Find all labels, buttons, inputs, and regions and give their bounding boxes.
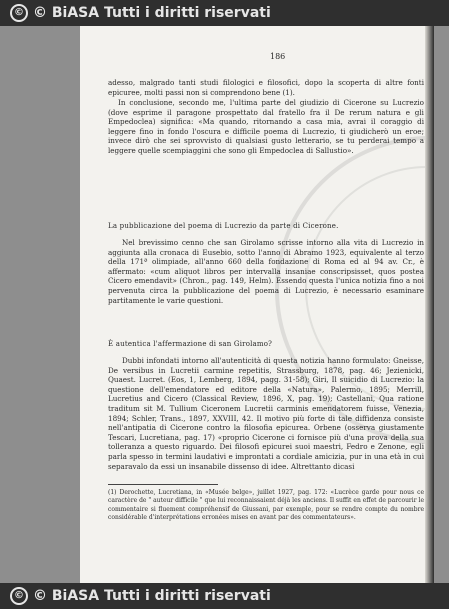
section-heading-1: La pubblicazione del poema di Lucrezio da parte di Cicerone. <box>108 222 339 230</box>
page-number: 186 <box>270 52 286 61</box>
copyright-icon: © <box>10 587 28 605</box>
page-gutter <box>425 26 434 583</box>
footnote: (1) Derochette, Lucretiana, in «Musée belge», juillet 1927, pag. 172: «Lucrèce garde pour nous ce caractère de " auteur difficile " que lui reconnaissaient déjà les anciens. Il suffit en effet de parcourir le commentaire si fluement compréhensif de Giussani, par exemple, pour se rendre compte du nombre considérable d'interprétations erronées mises en avant par des commentateurs». <box>108 489 424 522</box>
section-heading-2: È autentica l'affermazione di san Girolamo? <box>108 340 273 348</box>
watermark-band-top <box>0 0 449 26</box>
copyright-icon: © <box>10 4 28 22</box>
paragraph-4: Dubbi infondati intorno all'autenticità di questa notizia hanno formulato: Gneisse, De versibus in Lucretii carmine repetitis, Strassburg, 1878, pag. 46; Jezienicki, Quaest. Lucret. (Eos, 1, Lemberg, 1894, pagg. 31-58); Giri, Il suicidio di Lucrezio: la questione dell'emendatore ed editore della «Natura», Palermo, 1895; Merrill, Lucretius and Cicero (Classical Review, 1896, X, pag. 19); Castellani, Qua ratione traditum sit M. Tullium Ciceronem Lucretii carminis emendatorem fuisse, Venezia, 1894; Schler, Trans., 1897, XXVIII, 42. Il motivo più forte di tale diffidenza consiste nell'antipatia di Cicerone contro la filosofia epicurea. Orbene (osserva giustamente Tescari, Lucretiana, pag. 17) «proprio Cicerone ci fornisce più d'una prova della sua tolleranza a questo riguardo. Dei filosofi epicurei suoi maestri, Fedro e Zenone, egli parla spesso in termini laudativi e improntati a cordiale amicizia, pur in una età in cui separavalo da essi un insanabile dissenso di idee. Altrettanto dicasi <box>108 356 424 471</box>
paragraph-1: adesso, malgrado tanti studi filologici e filosofici, dopo la scoperta di altre fonti epicuree, molti passi non si comprendono bene (1). <box>108 78 424 97</box>
watermark-text: © BiASA Tutti i diritti riservati <box>33 588 271 604</box>
watermark-band-bottom <box>0 583 449 609</box>
paragraph-3: Nel brevissimo cenno che san Girolamo scrisse intorno alla vita di Lucrezio in aggiunta alla cronaca di Eusebio, sotto l'anno di Abramo 1923, equivalente al terzo della 171ª olimpiade, all'anno 660 della fondazione di Roma ed al 94 av. Cr., è affermato: «cum aliquot libros per intervalla insaniae conscripsisset, quos postea Cicero emendavit» (Chron., pag. 149, Helm). Essendo questa l'unica notizia fino a noi pervenuta circa la pubblicazione del poema di Lucrezio, è necessario esaminare partitamente le varie questioni. <box>108 238 424 305</box>
paragraph-2: In conclusione, secondo me, l'ultima parte del giudizio di Cicerone su Lucrezio (dove esprime il paragone prospettato dal fratello fra il De rerum natura e gli Empedoclea) significa: «Ma quando, ritornando a casa mia, avrai il coraggio di leggere fino in fondo l'oscura e difficile poema di Lucrezio, ti giudicherò un eroe; invece dirò che sei sprovvisto di qualsiasi gusto letterario, se tu perderai tempo a leggere quelle scempiaggini che sono gli Empedoclea di Sallustio». <box>108 98 424 155</box>
footnote-rule <box>108 484 218 485</box>
book-page <box>80 26 434 583</box>
watermark-text: © BiASA Tutti i diritti riservati <box>33 5 271 21</box>
